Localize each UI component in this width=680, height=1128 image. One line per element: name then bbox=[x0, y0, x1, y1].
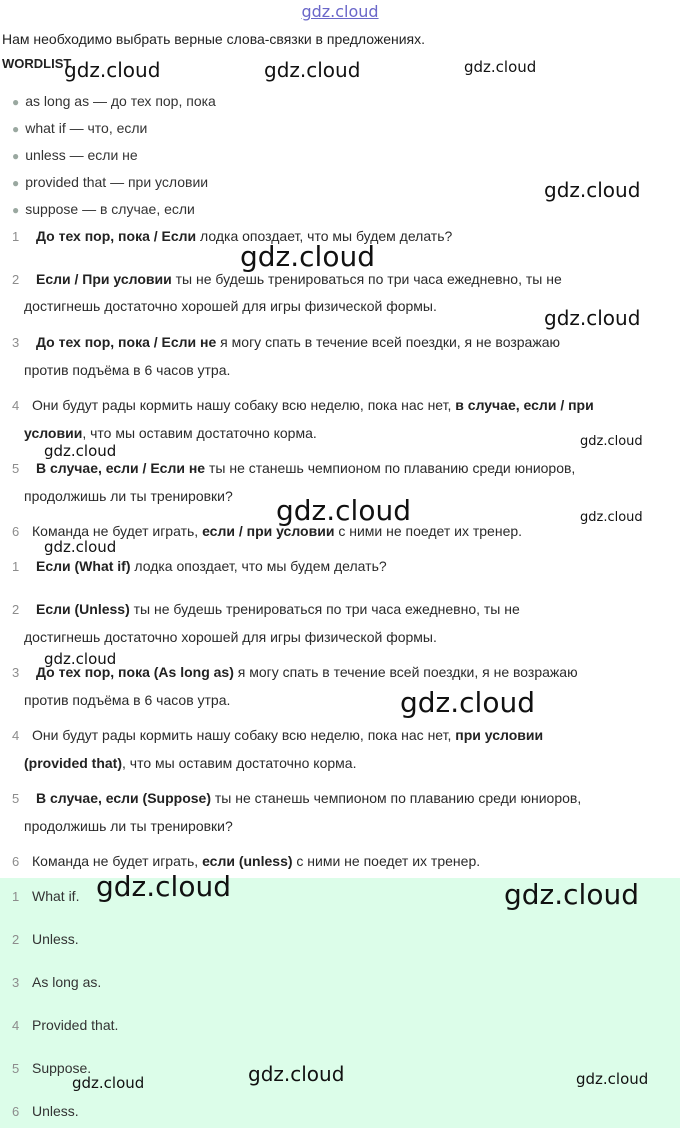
watermark: gdz.cloud bbox=[276, 494, 411, 527]
solution-line: Команда не будет играть, если (unless) с ними не поедет их тренер. bbox=[32, 853, 481, 869]
translation-line-cont: против подъёма в 6 часов утра. bbox=[24, 362, 231, 378]
bullet-dot-icon: ● bbox=[12, 122, 20, 136]
bullet-dot-icon: ● bbox=[12, 203, 20, 217]
watermark: gdz.cloud bbox=[544, 178, 641, 202]
solution-line-cont: достигнешь достаточно хорошей для игры физической формы. bbox=[24, 629, 437, 645]
bullet-dot-icon: ● bbox=[12, 176, 20, 190]
watermark: gdz.cloud bbox=[264, 58, 361, 82]
wordlist-item: ● as long as — до тех пор, пока bbox=[12, 93, 216, 109]
answer-number: 6 bbox=[12, 1104, 20, 1119]
answer-number: 5 bbox=[12, 1061, 20, 1076]
watermark: gdz.cloud bbox=[44, 650, 117, 668]
item-number: 1 bbox=[12, 559, 20, 574]
watermark: gdz.cloud bbox=[72, 1074, 145, 1092]
wordlist-item: ● unless — если не bbox=[12, 147, 138, 163]
answer-text: Unless. bbox=[32, 1103, 79, 1119]
translation-line: До тех пор, пока / Если лодка опоздает, что мы будем делать? bbox=[36, 228, 453, 244]
intro-text: Нам необходимо выбрать верные слова-связки в предложениях. bbox=[2, 31, 426, 47]
translation-line: Они будут рады кормить нашу собаку всю неделю, пока нас нет, в случае, если / при bbox=[32, 397, 594, 413]
answer-number: 4 bbox=[12, 1018, 20, 1033]
watermark: gdz.cloud bbox=[544, 306, 641, 330]
item-number: 6 bbox=[12, 524, 20, 539]
item-number: 3 bbox=[12, 335, 20, 350]
watermark: gdz.cloud bbox=[44, 538, 117, 556]
translation-line-cont: продолжишь ли ты тренировки? bbox=[24, 488, 233, 504]
item-number: 2 bbox=[12, 272, 20, 287]
watermark: gdz.cloud bbox=[580, 434, 643, 449]
answer-text: As long as. bbox=[32, 974, 102, 990]
solution-line-cont: против подъёма в 6 часов утра. bbox=[24, 692, 231, 708]
watermark: gdz.cloud bbox=[400, 686, 535, 719]
item-number: 6 bbox=[12, 854, 20, 869]
translation-line-cont: условии, что мы оставим достаточно корма. bbox=[24, 425, 317, 441]
item-number: 2 bbox=[12, 602, 20, 617]
item-number: 4 bbox=[12, 728, 20, 743]
solution-line: Они будут рады кормить нашу собаку всю неделю, пока нас нет, при условии bbox=[32, 727, 544, 743]
answer-text: Suppose. bbox=[32, 1060, 92, 1076]
item-number: 3 bbox=[12, 665, 20, 680]
solution-line: В случае, если (Suppose) ты не станешь чемпионом по плаванию среди юниоров, bbox=[36, 790, 582, 806]
translation-line: Если / При условии ты не будешь тренироваться по три часа ежедневно, ты не bbox=[36, 271, 562, 287]
translation-line-cont: достигнешь достаточно хорошей для игры физической формы. bbox=[24, 298, 437, 314]
solution-line: Если (Unless) ты не будешь тренироваться по три часа ежедневно, ты не bbox=[36, 601, 520, 617]
solution-line: До тех пор, пока (As long as) я могу спать в течение всей поездки, я не возражаю bbox=[36, 664, 578, 680]
wordlist-item: ● suppose — в случае, если bbox=[12, 201, 195, 217]
site-title-link[interactable]: gdz.cloud bbox=[301, 2, 379, 21]
solution-line-cont: (provided that), что мы оставим достаточно корма. bbox=[24, 755, 357, 771]
translation-line: Команда не будет играть, если / при условии с ними не поедет их тренер. bbox=[32, 523, 523, 539]
watermark: gdz.cloud bbox=[44, 442, 117, 460]
watermark: gdz.cloud bbox=[580, 510, 643, 525]
bullet-dot-icon: ● bbox=[12, 149, 20, 163]
translation-line: До тех пор, пока / Если не я могу спать в течение всей поездки, я не возражаю bbox=[36, 334, 560, 350]
wordlist-item: ● what if — что, если bbox=[12, 120, 148, 136]
watermark: gdz.cloud bbox=[64, 58, 161, 82]
watermark: gdz.cloud bbox=[576, 1070, 649, 1088]
watermark: gdz.cloud bbox=[96, 870, 231, 903]
answer-text: What if. bbox=[32, 888, 80, 904]
translation-line: В случае, если / Если не ты не станешь чемпионом по плаванию среди юниоров, bbox=[36, 460, 576, 476]
watermark: gdz.cloud bbox=[464, 58, 537, 76]
item-number: 1 bbox=[12, 229, 20, 244]
watermark: gdz.cloud bbox=[504, 878, 639, 911]
solution-line-cont: продолжишь ли ты тренировки? bbox=[24, 818, 233, 834]
answer-text: Provided that. bbox=[32, 1017, 119, 1033]
answer-number: 1 bbox=[12, 889, 20, 904]
bullet-dot-icon: ● bbox=[12, 95, 20, 109]
wordlist-heading: WORDLIST bbox=[2, 56, 72, 71]
answer-number: 2 bbox=[12, 932, 20, 947]
answer-text: Unless. bbox=[32, 931, 79, 947]
item-number: 5 bbox=[12, 461, 20, 476]
wordlist-item: ● provided that — при условии bbox=[12, 174, 209, 190]
answer-number: 3 bbox=[12, 975, 20, 990]
item-number: 4 bbox=[12, 398, 20, 413]
item-number: 5 bbox=[12, 791, 20, 806]
watermark: gdz.cloud bbox=[240, 240, 375, 273]
watermark: gdz.cloud bbox=[248, 1062, 345, 1086]
solution-line: Если (What if) лодка опоздает, что мы будем делать? bbox=[36, 558, 387, 574]
